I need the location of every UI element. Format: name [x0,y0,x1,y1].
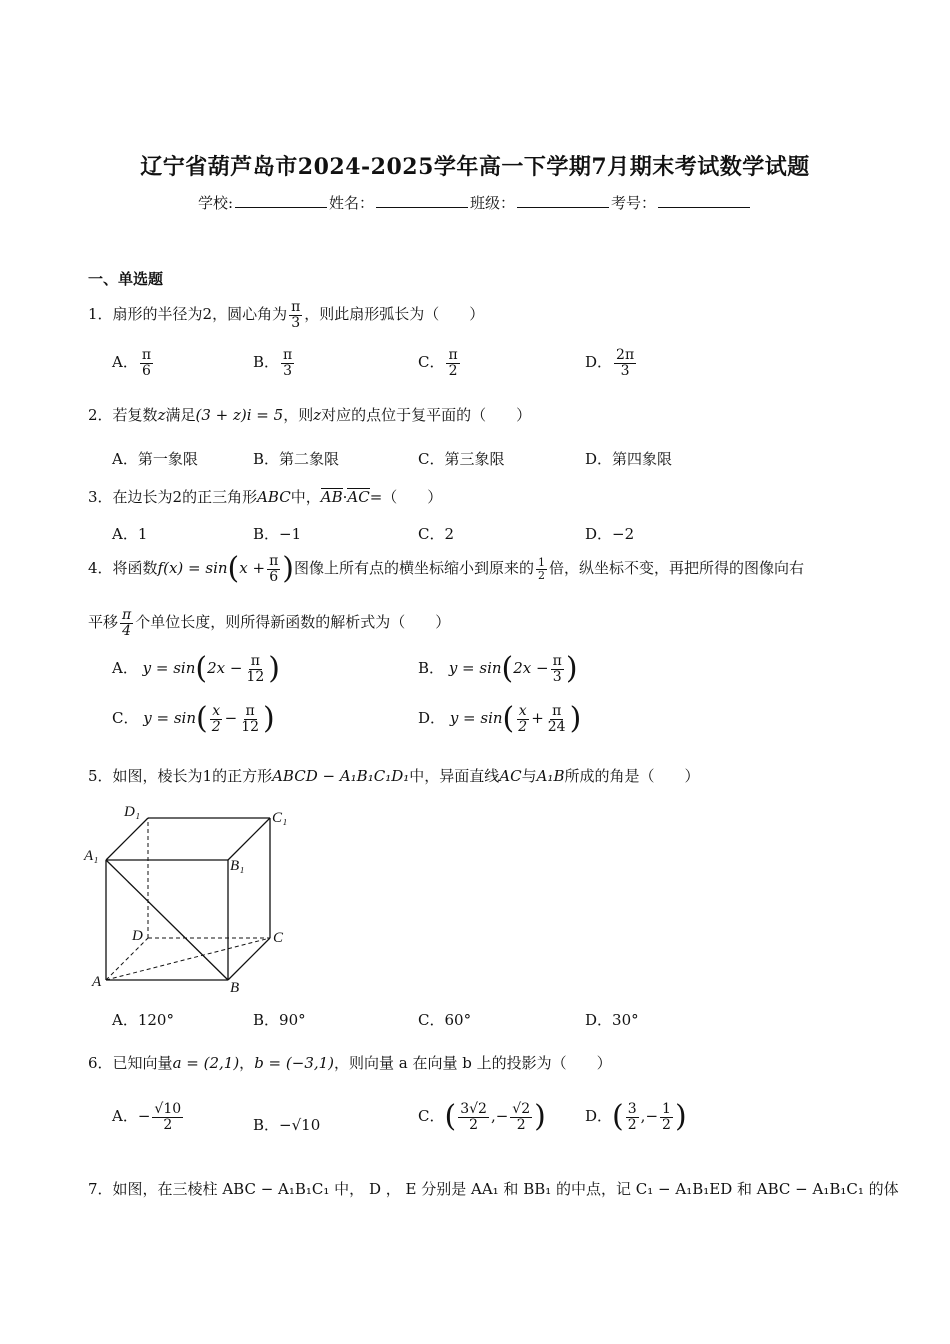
name-blank[interactable] [376,194,468,208]
paren-right: ) [268,651,280,687]
option-den: 6 [141,362,151,379]
option-label: D． [585,1011,613,1029]
option-label: A． [112,659,138,678]
question-5 [88,765,699,786]
option-label: D． [585,450,613,468]
label-a: A [92,974,102,990]
q3-dot: · [342,488,348,506]
option-text: 120° [137,1011,174,1029]
school-label: 学校: [197,194,233,212]
frac-den: 12 [246,668,265,685]
q5-text-mid: 中，异面直线 [409,767,500,785]
q2-number: 2． [88,406,113,424]
q5-option-d[interactable] [585,1009,639,1030]
option-text: 60° [444,1011,472,1029]
label-c: C [273,930,284,946]
q5-text-post: 所成的角是（ ） [564,767,700,785]
q6-vector-a: a = (2,1) [172,1054,240,1072]
paren-right: ) [534,1099,546,1135]
q2-text-c: ，则 [283,406,314,424]
frac-den: 2 [163,1116,173,1133]
option-label: D． [418,709,446,728]
option-den: 2 [448,362,458,379]
q5-option-b[interactable] [253,1009,306,1030]
frac-num: x [518,703,527,719]
exam-no-blank[interactable] [658,194,750,208]
frac-num: 1 [538,556,545,570]
question-7 [88,1178,899,1199]
option-op: + [531,709,544,728]
q3-text-pre: 在边长为2的正三角形 [112,488,258,506]
option-text: 第二象限 [279,450,340,468]
option-num: π [141,347,152,363]
q4-option-d[interactable] [418,701,582,737]
diagonal-ac [106,938,270,980]
option-label: C． [112,709,139,728]
label-d: D [132,928,143,944]
option-text: 2 [444,525,455,543]
frac-den: 24 [547,718,566,735]
option-den: 3 [283,362,293,379]
paren-left: ( [502,701,515,737]
q2-option-a[interactable] [112,448,198,469]
option-arg: 2x − [513,659,549,678]
q1-text-pre: 扇形的半径为2，圆心角为 [112,305,288,324]
option-text: 第四象限 [612,450,673,468]
frac-den: 2 [469,1116,479,1133]
option-label: B． [253,450,280,468]
student-info-line [0,192,950,213]
paren-right: ) [282,551,294,587]
q6-text-pre: 已知向量 [112,1054,173,1072]
q5-line-a1b: A₁B [536,767,565,785]
option-num: π [448,347,458,363]
option-label: B． [253,353,280,372]
q5-option-c[interactable] [418,1009,471,1030]
q5-cube: ABCD − A₁B₁C₁D₁ [272,767,410,785]
section-heading: 一、单选题 [88,270,164,288]
q3-option-c[interactable] [418,523,454,544]
frac-den: 3 [552,668,562,685]
q3-option-a[interactable] [112,523,147,544]
edge-a1d1 [106,818,148,860]
q4-line2-post: 个单位长度，则所得新函数的解析式为（ ） [135,613,451,632]
edge-b1c1 [228,818,270,860]
q3-text-mid: 中， [290,488,321,506]
exam-no-label: 考号： [611,194,657,212]
label-d1: D₁ [124,804,141,820]
q5-line-ac: AC [499,767,522,785]
q1-number: 1． [88,305,113,324]
option-sign: − [137,1107,151,1126]
q1-angle-den: 3 [291,314,301,331]
frac-den: 2 [662,1116,671,1133]
q4-line2-pre: 平移 [88,613,119,632]
q6-option-d[interactable]: D．( $\frac{3}{2}$ ,− $\frac{1}{2}$ ) [585,1099,687,1135]
q6-vector-b: b = (−3,1) [254,1054,335,1072]
option-text: 第一象限 [137,450,198,468]
option-num: 2π [616,347,635,363]
q7-number: 7． [88,1180,113,1198]
q4-shift-frac [120,608,133,638]
q6-option-a[interactable] [112,1102,185,1132]
option-text: 90° [279,1011,306,1029]
q4-text-post: 倍，纵坐标不变，再把所得的图像向右 [549,559,805,578]
frac-den: 4 [122,622,132,639]
q1-angle-num: π [291,299,301,315]
frac-num: x [212,703,221,719]
q1-text-post: ，则此扇形弧长为（ ） [304,305,485,324]
edge-ad [106,938,148,980]
q6-option-b[interactable] [253,1114,320,1135]
question-4 [88,551,805,587]
q3-option-d[interactable] [585,523,634,544]
option-text: −√10 [279,1116,321,1134]
label-b: B [230,980,240,996]
frac-num: 3√2 [460,1101,487,1117]
option-label: C． [418,1107,445,1126]
frac-den: 6 [269,568,279,585]
q4-function: f(x) = sin [157,559,228,578]
question-1 [88,300,484,330]
q5-option-a[interactable] [112,1009,174,1030]
paren-right: ) [263,701,275,737]
q3-option-b[interactable] [253,523,301,544]
question-4-line-2 [88,608,450,638]
q1-angle-fraction [289,300,302,330]
option-label: A． [112,353,138,372]
option-label: C． [418,525,445,543]
q1-option-c[interactable] [418,348,462,378]
class-label: 班级： [470,194,516,212]
q2-option-d[interactable] [585,448,672,469]
option-label: C． [418,353,445,372]
q5-text-pre: 如图，棱长为1的正方形 [112,767,273,785]
label-a1: A₁ [84,848,99,864]
option-label: A． [112,1107,138,1126]
q6-option-c[interactable]: C．( $\frac{3√2}{2}$ ,− $\frac{√2}{2}$ ) [418,1099,546,1135]
frac-den: 2 [518,718,528,735]
q3-vector-ab: AB [320,488,343,506]
option-den: 3 [620,362,630,379]
option-text: 第三象限 [444,450,505,468]
option-text: 30° [612,1011,639,1029]
option-label: A． [112,1011,138,1029]
q2-text-d: 对应的点位于复平面的（ ） [321,406,532,424]
q5-text-with: 与 [521,767,537,785]
q4-text-pre: 将函数 [112,559,158,578]
q4-option-b[interactable] [418,651,578,687]
option-text: 1 [137,525,148,543]
option-label: D． [585,353,613,372]
paren-left: ( [612,1099,624,1135]
edge-bc [228,938,270,980]
paren-right: ) [569,701,582,737]
option-label: A． [112,450,138,468]
q4-inner-x: x + [239,559,266,578]
frac-den: 2 [627,1116,637,1133]
q2-equation: (3 + z)i = 5 [195,406,284,424]
q1-option-d[interactable] [585,348,638,378]
option-label: D． [585,1107,613,1126]
frac-num: √10 [154,1101,182,1117]
frac-num: π [245,703,255,719]
option-label: B． [253,1011,280,1029]
diagonal-a1b [106,860,228,980]
q2-option-b[interactable] [253,448,339,469]
q2-text-b: 满足 [165,406,196,424]
q2-option-c[interactable] [418,448,505,469]
question-3 [88,486,442,507]
paren-left: ( [195,651,208,687]
paren-left: ( [196,701,208,737]
frac-den: 2 [538,568,545,582]
option-label: A． [112,525,138,543]
frac-num: π [269,553,279,569]
question-2 [88,404,531,425]
paren-left: ( [444,1099,457,1135]
question-6 [88,1052,612,1073]
q3-vector-ac: AC [347,488,370,506]
frac-den: 2 [211,718,221,735]
class-blank[interactable] [517,194,609,208]
q2-text-a: 若复数 [112,406,158,424]
option-label: C． [418,1011,445,1029]
q6-text-post: ，则向量 a 在向量 b 上的投影为（ ） [334,1054,612,1072]
q5-number: 5． [88,767,113,785]
frac-den: 2 [516,1116,526,1133]
option-lhs: y = sin [449,709,503,728]
frac-den: 12 [241,718,260,735]
option-label: B． [253,525,280,543]
option-text: −1 [279,525,302,543]
option-lhs: y = sin [142,659,196,678]
label-b1: B₁ [230,858,245,874]
q4-text-mid: 图像上所有点的横坐标缩小到原来的 [293,559,534,578]
q6-number: 6． [88,1054,113,1072]
q3-text-post: =（ ） [369,488,443,506]
q4-option-a[interactable] [112,651,280,687]
paren-left: ( [227,551,240,587]
q2-var-z-2: z [313,406,322,424]
frac-num: 1 [662,1101,671,1117]
q3-triangle: ABC [257,488,291,506]
label-c1: C₁ [272,810,288,826]
frac-num: 3 [627,1101,637,1117]
paren-right: ) [674,1099,687,1135]
option-arg: 2x − [207,659,243,678]
q3-number: 3． [88,488,113,506]
q4-half-frac [536,557,547,581]
option-lhs: y = sin [448,659,502,678]
frac-num: π [552,703,562,719]
option-text: −2 [612,525,635,543]
frac-num: π [552,653,562,669]
option-num: π [283,347,293,363]
option-label: B． [418,659,445,678]
paren-right: ) [565,651,578,687]
option-label: C． [418,450,445,468]
q4-inner-frac [267,554,280,584]
q4-option-c[interactable] [112,701,275,737]
option-lhs: y = sin [143,709,196,728]
option-label: B． [253,1116,280,1134]
q1-option-b[interactable] [253,348,296,378]
name-label: 姓名： [329,194,375,212]
option-op: − [224,709,238,728]
q7-text: 如图，在三棱柱 ABC − A₁B₁C₁ 中， D ， E 分别是 AA₁ 和 BB₁ 的中点，记 C₁ − A₁B₁ED 和 ABC − A₁B₁C₁ 的体 [112,1180,899,1198]
q4-number: 4． [88,559,113,578]
school-blank[interactable] [235,194,327,208]
q2-var-z: z [157,406,166,424]
cube-figure [80,798,300,998]
frac-num: √2 [512,1101,531,1117]
page-title: 辽宁省葫芦岛市2024-2025学年高一下学期7月期末考试数学试题 [140,154,810,180]
q1-option-a[interactable] [112,348,155,378]
frac-num: π [250,653,260,669]
frac-num: π [122,607,132,623]
option-label: D． [585,525,613,543]
q6-comma: ， [239,1054,255,1072]
paren-left: ( [501,651,514,687]
